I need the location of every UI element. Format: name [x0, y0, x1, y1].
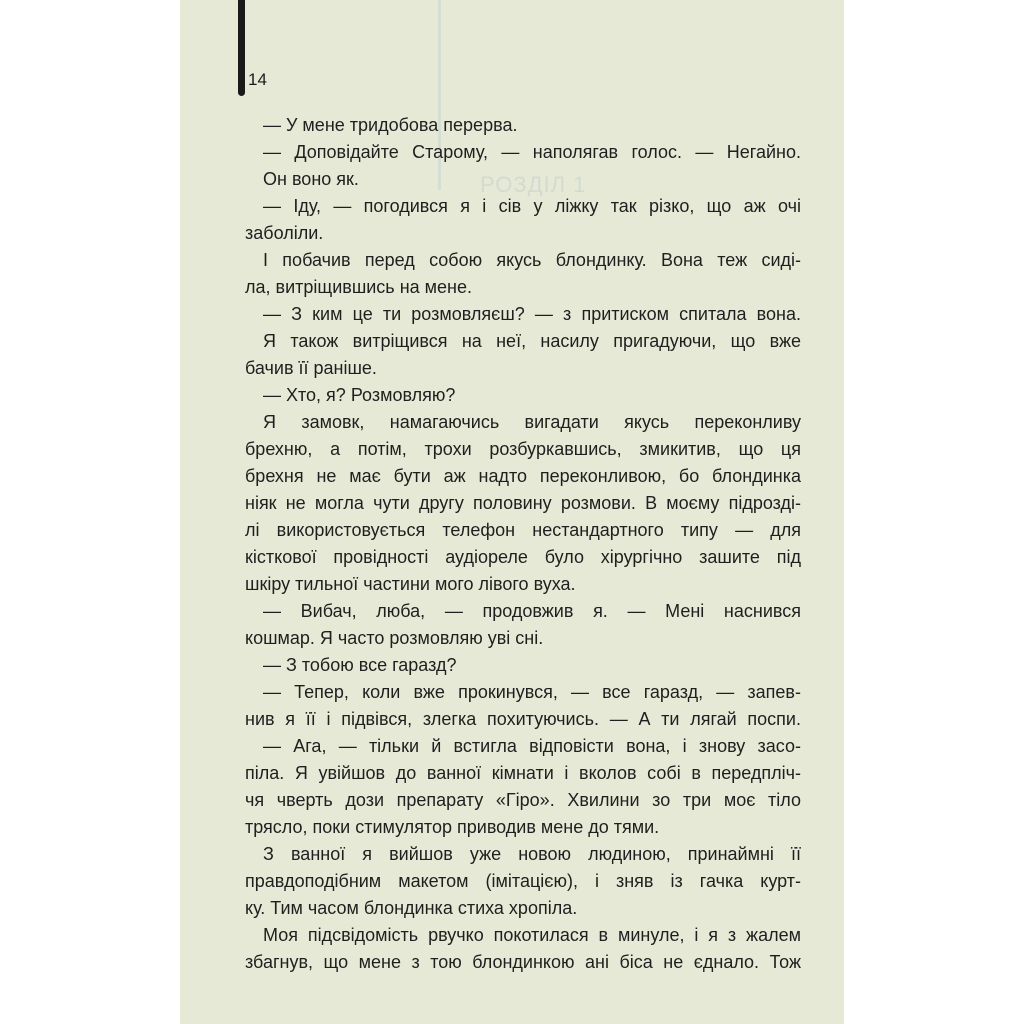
text-line: — Доповідайте Старому, — наполягав голос. — Негайно. [263, 142, 801, 162]
text-line: — Тепер, коли вже прокинувся, — все гаразд, — запев- [263, 682, 801, 702]
text-line: збагнув, що мене з тою блондинкою ані біса не єднало. Тож [245, 952, 801, 972]
text-line: ніяк не могла чути другу половину розмови. В моєму підрозді- [245, 493, 801, 513]
text-line: піла. Я увійшов до ванної кімнати і вколов собі в передпліч- [245, 763, 801, 783]
text-line: — У мене тридобова перерва. [263, 115, 518, 135]
text-line: Он воно як. [263, 169, 359, 189]
body-text [245, 112, 801, 976]
text-line: трясло, поки стимулятор приводив мене до тями. [245, 817, 660, 837]
text-line: — Ага, — тільки й встигла відповісти вона, і знову засо- [263, 736, 801, 756]
page-number: 14 [248, 70, 267, 89]
text-line: — Вибач, люба, — продовжив я. — Мені наснився [263, 601, 801, 621]
text-line: З ванної я вийшов уже новою людиною, принаймні її [263, 844, 801, 864]
text-line: заболіли. [245, 223, 324, 243]
text-line: — З ким це ти розмовляєш? — з притиском спитала вона. [263, 304, 801, 324]
text-line: бачив її раніше. [245, 358, 377, 378]
text-line: — З тобою все гаразд? [263, 655, 457, 675]
text-line: ла, витріщившись на мене. [245, 277, 472, 297]
text-line: І побачив перед собою якусь блондинку. Вона теж сиді- [263, 250, 801, 270]
text-line: нив я її і підвівся, злегка похитуючись. — А ти лягай поспи. [245, 709, 801, 729]
text-line: брехня не має бути аж надто переконливою, бо блондинка [245, 466, 801, 486]
text-line: кошмар. Я часто розмовляю уві сні. [245, 628, 544, 648]
text-line: Моя підсвідомість рвучко покотилася в минуле, і я з жалем [263, 925, 801, 945]
text-line: лі використовується телефон нестандартного типу — для [245, 520, 801, 540]
text-line: — Іду, — погодився я і сів у ліжку так різко, що аж очі [263, 196, 801, 216]
text-line: ку. Тим часом блондинка стиха хропіла. [245, 898, 578, 918]
text-line: — Хто, я? Розмовляю? [263, 385, 456, 405]
text-line: чя чверть дози препарату «Гіро». Хвилини зо три моє тіло [245, 790, 801, 810]
text-line: брехню, а потім, трохи розбуркавшись, змикитив, що ця [245, 439, 801, 459]
text-line: кісткової провідності аудіореле було хірургічно зашите під [245, 547, 801, 567]
page-edge-mark [238, 0, 245, 96]
show-through-heading: РОЗДІЛ 1 [480, 172, 587, 197]
text-line: Я замовк, намагаючись вигадати якусь переконливу [263, 412, 801, 432]
text-line: шкіру тильної частини мого лівого вуха. [245, 574, 576, 594]
text-line: Я також витріщився на неї, насилу пригадуючи, що вже [263, 331, 801, 351]
text-line: правдоподібним макетом (імітацією), і зняв із гачка курт- [245, 871, 801, 891]
